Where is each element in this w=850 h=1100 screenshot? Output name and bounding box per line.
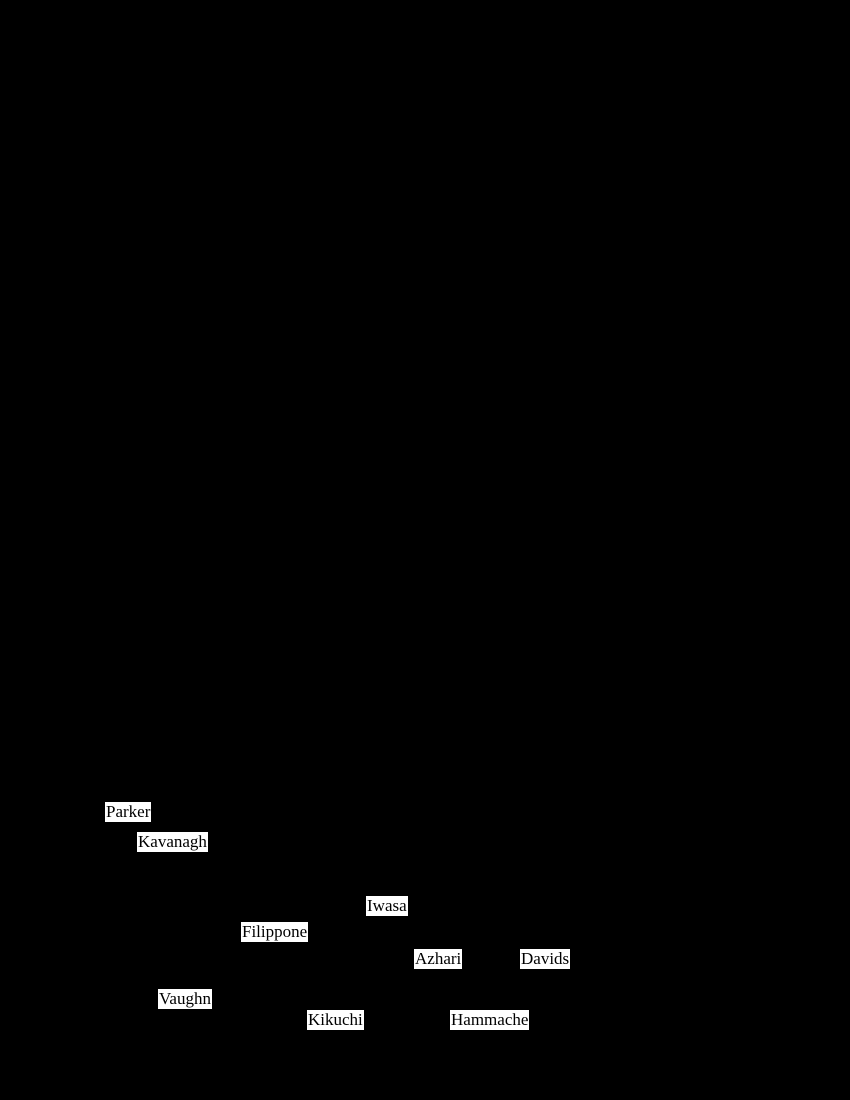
node-label[interactable]: Hammache xyxy=(451,1010,529,1029)
node-label[interactable]: Parker xyxy=(106,802,151,821)
node-label[interactable]: Filippone xyxy=(242,922,308,941)
node-label[interactable]: Iwasa xyxy=(367,896,407,915)
node-label[interactable]: Kikuchi xyxy=(308,1010,363,1029)
node-label[interactable]: Azhari xyxy=(415,949,462,968)
node-label[interactable]: Davids xyxy=(521,949,570,968)
node-label[interactable]: Kavanagh xyxy=(138,832,207,851)
node-label[interactable]: Vaughn xyxy=(159,989,211,1008)
